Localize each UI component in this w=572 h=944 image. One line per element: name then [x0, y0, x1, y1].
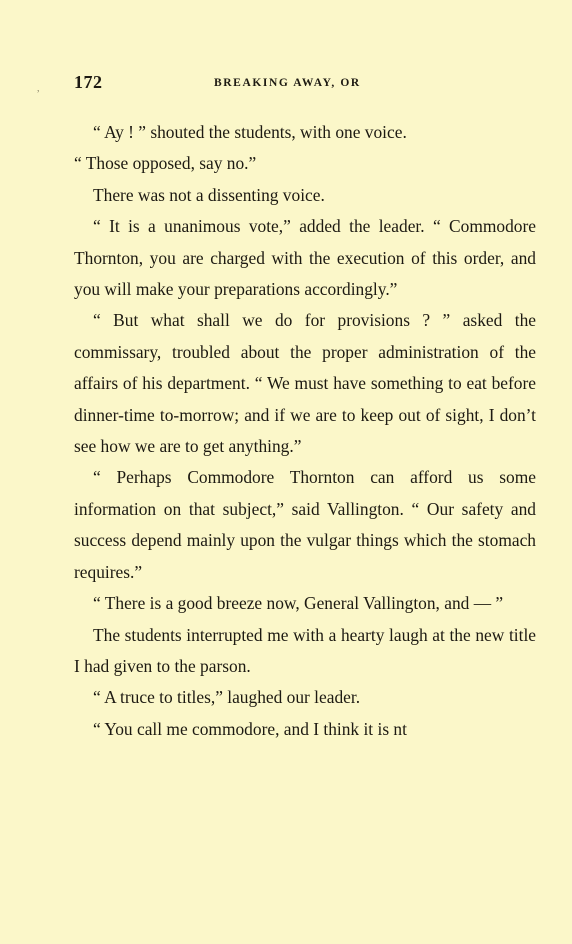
paragraph-2: “ Those opposed, say no.” [74, 153, 257, 174]
paragraph-8: The students interrupted me with a hearty laugh at the new title I had given to the parson. [74, 624, 536, 676]
body-text [74, 117, 536, 745]
page-number: 172 [74, 72, 103, 92]
page-header [74, 72, 536, 96]
paragraph-5: “ But what shall we do for provisions ? ” asked the commissary, troubled about the proper administration of the affairs of his department. “ We must have something to eat before dinner-time to-morrow; and if we are to keep out of sight, I don’t see how we are to get anything.” [74, 310, 536, 457]
paragraph-4: “ It is a unanimous vote,” added the leader. “ Commodore Thornton, you are charged with the execution of this order, and you will make your preparations accordingly.” [74, 216, 536, 300]
running-title: BREAKING AWAY, OR [214, 77, 361, 89]
margin-mark: , [37, 83, 40, 94]
paragraph-7: “ There is a good breeze now, General Vallington, and — ” [93, 593, 504, 614]
paragraph-6: “ Perhaps Commodore Thornton can afford us some information on that subject,” said Vallington. “ Our safety and success depend mainly upon the vulgar things which the stomach requires.” [74, 467, 536, 582]
paragraph-9: “ A truce to titles,” laughed our leader. [93, 687, 361, 708]
paragraph-3: There was not a dissenting voice. [93, 184, 325, 205]
paragraph-10: “ You call me commodore, and I think it is nt [93, 718, 407, 739]
paragraph-1: “ Ay ! ” shouted the students, with one voice. [93, 122, 407, 142]
